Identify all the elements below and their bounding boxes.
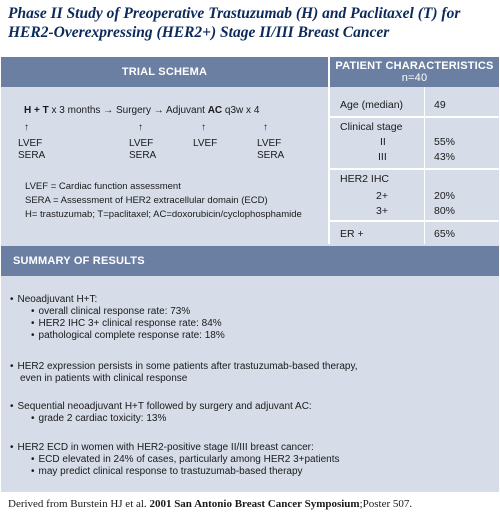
stage-iii-value: 43% xyxy=(434,151,456,163)
ihc-3-label: 3+ xyxy=(376,205,388,217)
sera-label: SERA xyxy=(18,150,46,161)
flow-end: q3w x 4 xyxy=(222,105,260,116)
treatment-flow xyxy=(24,105,259,117)
patient-characteristics-table xyxy=(330,87,499,244)
patient-count: n=40 xyxy=(401,72,428,84)
arrow-up-icon: ↑ xyxy=(201,122,206,133)
trial-schema xyxy=(1,87,328,244)
citation-suffix: ;Poster 507. xyxy=(359,498,413,510)
title-line-2: HER2-Overexpressing (HER2+) Stage II/III Breast Cancer xyxy=(8,24,390,41)
clinical-stage-label: Clinical stage xyxy=(340,121,403,133)
er-label: ER + xyxy=(340,228,364,240)
flow-ac: AC xyxy=(207,105,223,116)
lvef-label: LVEF xyxy=(193,138,218,149)
source-citation xyxy=(8,498,496,510)
arrow-up-icon: ↑ xyxy=(138,122,143,133)
her2-ihc-label: HER2 IHC xyxy=(340,173,390,185)
legend-line: SERA = Assessment of HER2 extracellular domain (ECD) xyxy=(25,195,268,206)
lvef-label: LVEF xyxy=(257,138,282,149)
sera-label: SERA xyxy=(257,150,285,161)
summary-of-results xyxy=(1,276,499,492)
ihc-2-label: 2+ xyxy=(376,190,388,202)
arrow-up-icon: ↑ xyxy=(24,122,29,133)
row-divider xyxy=(330,220,499,222)
citation-prefix: Derived from Burstein HJ et al. xyxy=(8,498,150,510)
schema-legend xyxy=(25,180,302,222)
arrow-up-icon: ↑ xyxy=(263,122,268,133)
legend-line: H= trastuzumab; T=paclitaxel; AC=doxorubicin/cyclophosphamide xyxy=(25,209,302,220)
age-value: 49 xyxy=(434,99,446,111)
page-title xyxy=(8,4,494,42)
lvef-label: LVEF xyxy=(18,138,43,149)
summary-header: SUMMARY OF RESULTS xyxy=(1,246,499,276)
summary-bullet-continuation: even in patients with clinical response xyxy=(20,373,188,384)
ihc-2-value: 20% xyxy=(434,190,456,202)
flow-ht: H + T xyxy=(24,105,49,116)
row-divider xyxy=(330,116,499,118)
age-label: Age (median) xyxy=(340,99,404,111)
patient-characteristics-title: PATIENT CHARACTERISTICS xyxy=(335,60,494,72)
stage-iii-label: III xyxy=(378,151,387,163)
summary-sub-bullet: • may predict clinical response to trastuzumab-based therapy xyxy=(31,466,303,478)
summary-sub-bullet: • pathological complete response rate: 18% xyxy=(31,330,225,342)
trial-schema-header: TRIAL SCHEMA xyxy=(1,57,328,87)
legend-line: LVEF = Cardiac function assessment xyxy=(25,181,181,192)
patient-characteristics-header xyxy=(330,57,499,87)
summary-sub-bullet: • overall clinical response rate: 73% xyxy=(31,306,190,318)
summary-bullet: • Neoadjuvant H+T: xyxy=(10,294,97,306)
flow-middle: x 3 months → Surgery → Adjuvant xyxy=(48,105,208,116)
ihc-3-value: 80% xyxy=(434,205,456,217)
stage-ii-value: 55% xyxy=(434,136,456,148)
citation-conference: 2001 San Antonio Breast Cancer Symposium xyxy=(149,498,360,510)
summary-sub-bullet: • HER2 IHC 3+ clinical response rate: 84% xyxy=(31,318,222,330)
summary-bullet: • Sequential neoadjuvant H+T followed by surgery and adjuvant AC: xyxy=(10,401,312,413)
row-divider xyxy=(330,168,499,170)
lvef-label: LVEF xyxy=(129,138,154,149)
summary-sub-bullet: • grade 2 cardiac toxicity: 13% xyxy=(31,413,166,425)
summary-bullet: • HER2 expression persists in some patients after trastuzumab-based therapy, xyxy=(10,361,358,373)
summary-sub-bullet: • ECD elevated in 24% of cases, particularly among HER2 3+patients xyxy=(31,454,340,466)
summary-bullet: • HER2 ECD in women with HER2-positive stage II/III breast cancer: xyxy=(10,442,314,454)
sera-label: SERA xyxy=(129,150,157,161)
stage-ii-label: II xyxy=(380,136,386,148)
er-value: 65% xyxy=(434,228,456,240)
title-line-1: Phase II Study of Preoperative Trastuzumab (H) and Paclitaxel (T) for xyxy=(8,5,461,22)
